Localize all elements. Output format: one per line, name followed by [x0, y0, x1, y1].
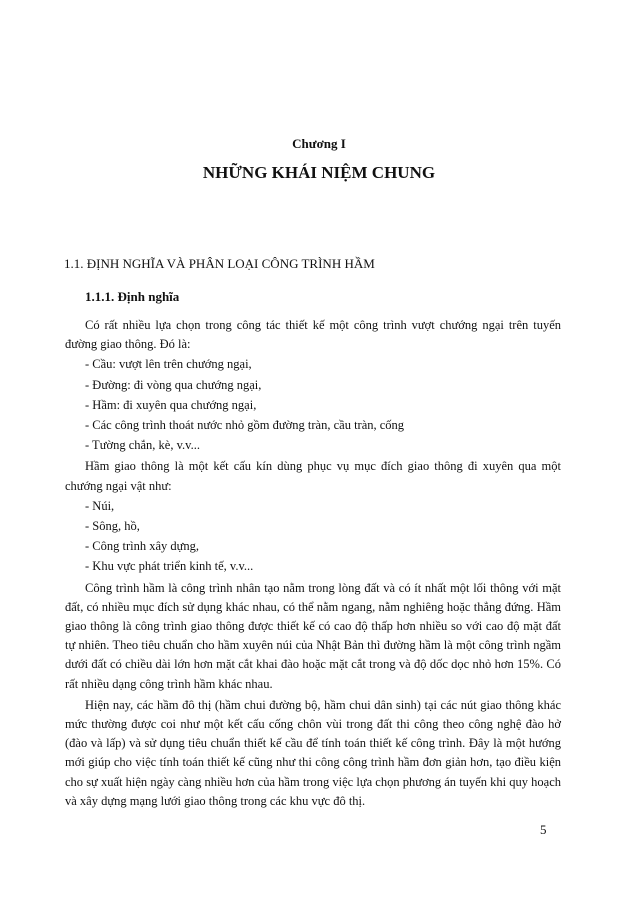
list-item: - Núi,	[85, 498, 115, 513]
body-text	[65, 314, 561, 811]
section-heading: 1.1. ĐỊNH NGHĨA VÀ PHÂN LOẠI CÔNG TRÌNH HẦM	[64, 256, 375, 271]
list-item: - Đường: đi vòng qua chướng ngại,	[85, 377, 262, 392]
list-item: - Khu vực phát triển kinh tế, v.v...	[85, 559, 254, 574]
paragraph-urban-tunnels: Hiện nay, các hầm đô thị (hầm chui đường bộ, hầm chui dân sinh) tại các nút giao thông khác mức thường được coi như một kết cấu cống chôn vùi trong đất thi công theo công nghệ đào hở (đào và lấp) và sử dụng tiêu chuẩn thiết kế cầu để tính toán thiết kế công trình. Đây là một hướng mới giúp cho việc tính toán thiết kế cũng như thi công công trình hầm đơn giản hơn, tạo điều kiện cho sự xuất hiện ngày càng nhiều hơn của hầm trong việc lựa chọn phương án tuyến khi quy hoạch và xây dựng mạng lưới giao thông trong các khu vực đô thị.	[65, 697, 561, 808]
chapter-label: Chương I	[292, 136, 346, 151]
list-item: - Tường chắn, kè, v.v...	[85, 438, 200, 453]
subsection-heading: 1.1.1. Định nghĩa	[85, 289, 180, 304]
paragraph-tunnel-definition: Hầm giao thông là một kết cấu kín dùng phục vụ mục đích giao thông đi xuyên qua một chướng ngại vật như:	[65, 459, 561, 493]
list-item: - Hầm: đi xuyên qua chướng ngại,	[85, 397, 257, 412]
list-item: - Công trình xây dựng,	[85, 539, 200, 554]
list-item: - Sông, hồ,	[85, 519, 140, 534]
chapter-title: NHỮNG KHÁI NIỆM CHUNG	[202, 163, 436, 182]
page-number: 5	[540, 822, 547, 837]
list-item: - Các công trình thoát nước nhỏ gồm đường tràn, cầu tràn, cống	[85, 418, 405, 433]
paragraph-intro: Có rất nhiều lựa chọn trong công tác thiết kế một công trình vượt chướng ngại trên tuyến đường giao thông. Đó là:	[65, 318, 561, 352]
list-item: - Cầu: vượt lên trên chướng ngại,	[85, 357, 252, 372]
paragraph-structure: Công trình hầm là công trình nhân tạo nằm trong lòng đất và có ít nhất một lối thông với mặt đất, có nhiều mục đích sử dụng khác nhau, có thể nằm ngang, nằm nghiêng hoặc thẳng đứng. Hầm giao thông là công trình giao thông được thiết kế có cao độ thấp hơn nhiều so với cao độ mặt đất tự nhiên. Theo tiêu chuẩn cho hầm xuyên núi của Nhật Bản thì đường hầm là một công trình ngầm dưới đất có chiều dài lớn hơn mặt cắt khai đào hoặc mặt cắt trong và độ dốc dọc nhỏ hơn 15%. Có rất nhiều dạng công trình hầm khác nhau.	[65, 580, 561, 691]
